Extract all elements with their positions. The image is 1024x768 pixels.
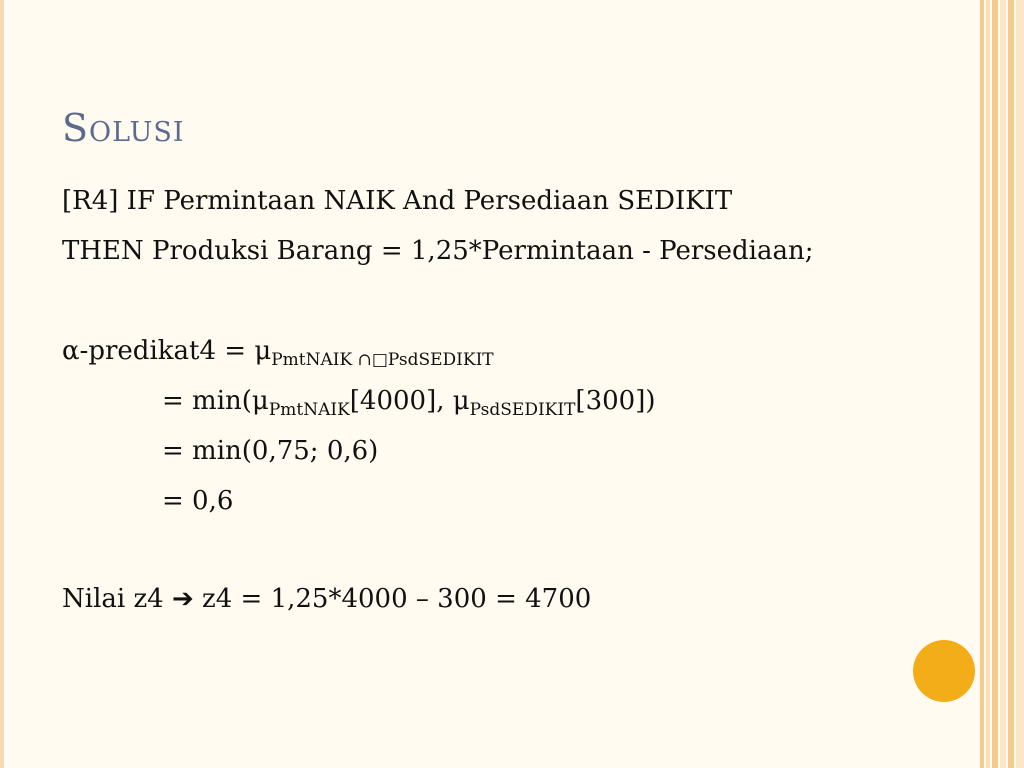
rule-then-line: THEN Produksi Barang = 1,25*Permintaan - Persediaan; (62, 236, 814, 266)
min-subscript-2: PsdSEDIKIT (469, 400, 576, 420)
right-stripe (992, 0, 998, 768)
result-line: = 0,6 (162, 486, 234, 516)
left-border (0, 0, 4, 768)
orange-circle-decoration (913, 640, 975, 702)
nilai-line (62, 584, 591, 614)
min-subscript-1: PmtNAIK (268, 400, 350, 420)
min-expression-line (162, 386, 655, 420)
min-suffix: [300]) (575, 386, 656, 416)
right-stripe (1008, 0, 1014, 768)
right-stripe (1000, 0, 1006, 768)
min-middle: [4000], μ (349, 386, 470, 416)
alpha-subscript: PmtNAIK ∩□PsdSEDIKIT (271, 350, 494, 370)
right-stripe (1016, 0, 1024, 768)
alpha-label: α-predikat4 = μ (62, 336, 272, 366)
rule-if-line: [R4] IF Permintaan NAIK And Persediaan SEDIKIT (62, 186, 733, 216)
right-arrow-icon: ➔ (171, 584, 194, 614)
alpha-predicate-line (62, 336, 494, 370)
nilai-expression: z4 = 1,25*4000 – 300 = 4700 (193, 584, 592, 614)
right-stripe (986, 0, 990, 768)
min-values-line: = min(0,75; 0,6) (162, 436, 379, 466)
right-stripe (980, 0, 984, 768)
min-prefix: = min(μ (162, 386, 269, 416)
slide-title: Solusi (62, 106, 185, 150)
nilai-prefix: Nilai z4 (62, 584, 172, 614)
